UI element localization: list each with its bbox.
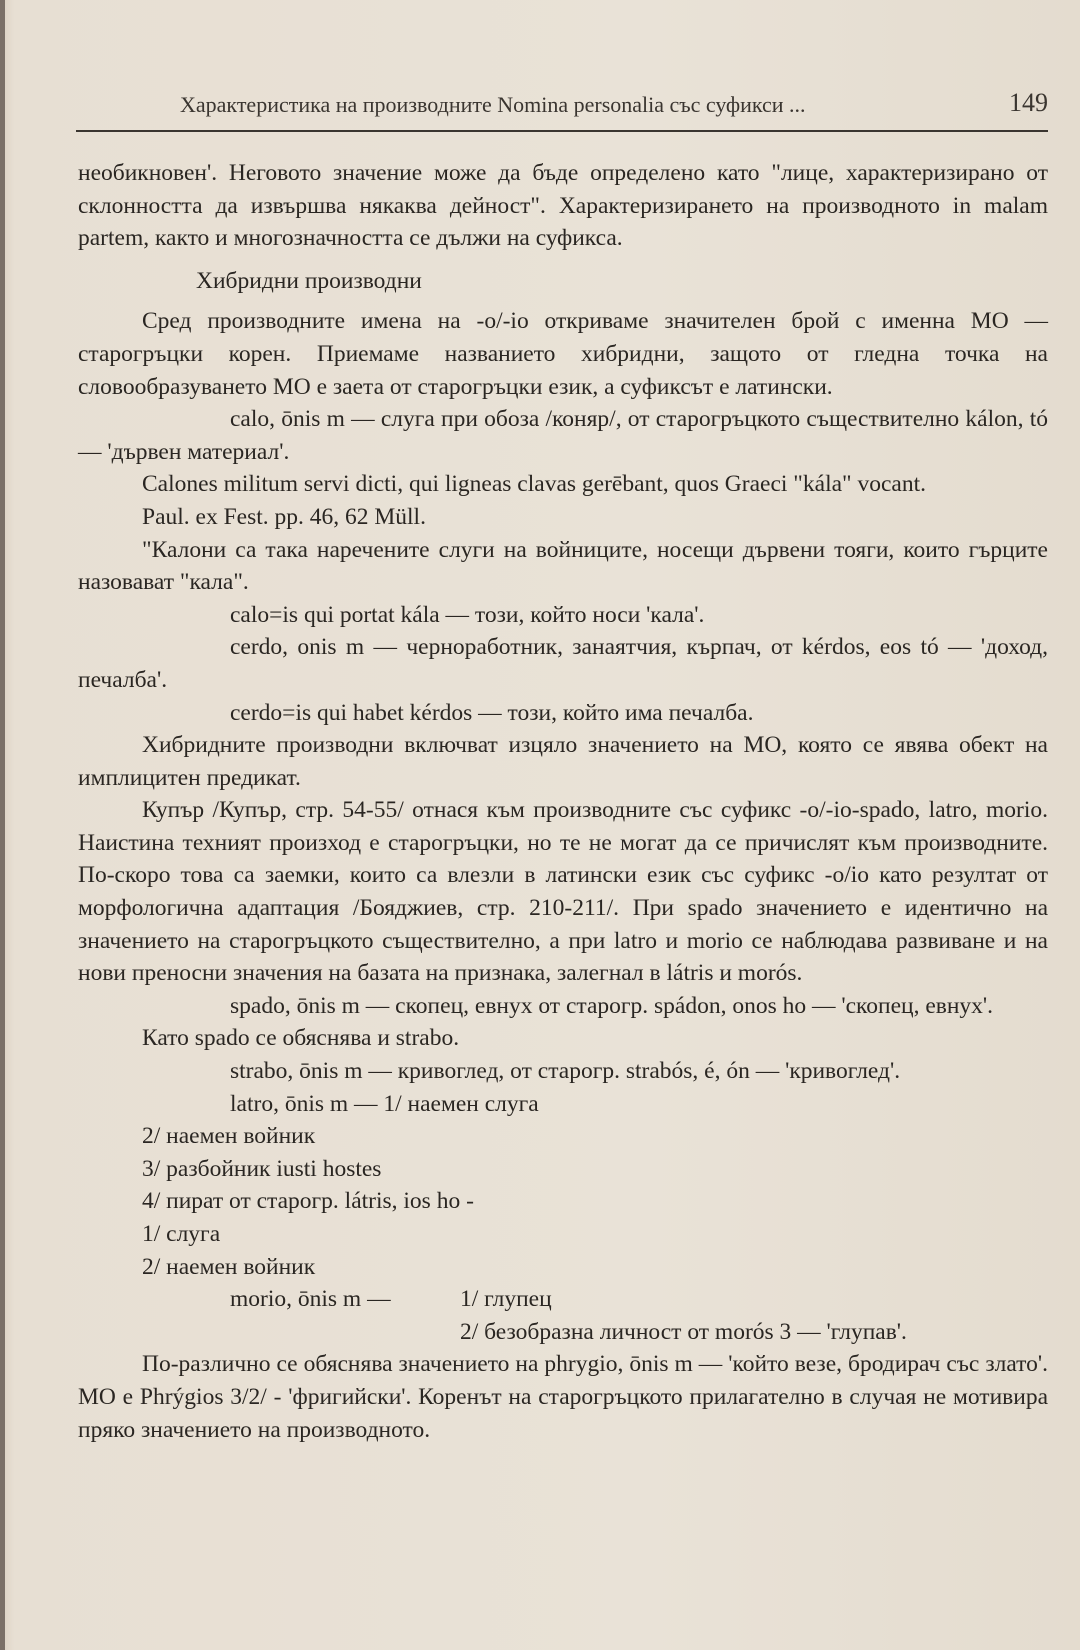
entry-spado: spado, ōnis m — скопец, евнух от старогр. spádon, onos ho — 'скопец, евнух'. (230, 992, 994, 1019)
latro-sense: 2/ наемен войник (142, 1123, 316, 1150)
quote-translation: "Калони са така наречените слуги на войниците, носещи дървени тояги, които гърците назовават "кала". (78, 536, 1048, 596)
book-spine-shadow (0, 0, 5, 1650)
page-number: 149 (1009, 88, 1048, 117)
quote-latin: Calones militum servi dicti, qui ligneas clavas gerēbant, quos Graeci "kála" vocant. (142, 471, 927, 498)
entry-morio (78, 1283, 1048, 1316)
paragraph-loanwords: Купър /Купър, стр. 54-55/ отнася към производните със суфикс -o/-io-spado, latro, morio. Наистина техният произход е старогръцки, но те не могат да се причислят към производните. По-скоро това са заемки, които са влезли в латински език със суфикс -o/io като резултат от морфологична адаптация /Бояджиев, стр. 210-211/. При spado значението е идентично на значението на старогръцкото съществително, а при latro и morio се наблюдава развиване и на нови преносни значения на базата на признака, залегнал в látris и morós. (78, 797, 1048, 987)
latro-sense: 3/ разбойник iusti hostes (142, 1155, 382, 1182)
entry-cerdo: cerdo, onis m — черноработник, занаятчия, кърпач, от kérdos, eos tó — 'доход, печалба'. (78, 634, 1048, 693)
header-rule (76, 130, 1048, 132)
latro-sense: 1/ слуга (142, 1221, 221, 1247)
latro-sense: 2/ наемен войник (142, 1253, 316, 1280)
paragraph-hybrid-intro: Сред производните имена на -o/-io откриваме значителен брой с именна МО — старогръцки корен. Приемаме названието хибридни, защото от гледна точка на словообразуването МО е заета от старогръцки език, а суфиксът е латински. (78, 308, 1048, 400)
entry-strabo: strabo, ōnis m — кривоглед, от старогр. strabós, é, ón — 'кривоглед'. (230, 1058, 901, 1085)
entry-latro: latro, ōnis m — 1/ наемен слуга (230, 1090, 539, 1117)
gloss-calo: calo=is qui portat kála — този, който носи 'кала'. (230, 601, 705, 628)
paragraph-hybrid-meaning: Хибридните производни включват изцяло значението на МО, която се явява обект на имплицитен предикат. (78, 732, 1048, 791)
paragraph-continued: необикновен'. Неговото значение може да бъде определено като "лице, характеризирано от склонността да извършва някаква дейност". Характеризирането на производното in malam partem, както и многозначността се дължи на суфикса. (78, 160, 1048, 252)
running-header-title: Характеристика на производните Nomina personalia със суфикси ... (180, 92, 806, 117)
section-heading: Хибридни производни (196, 267, 422, 294)
page-body (78, 157, 1048, 1446)
paragraph-phrygio: По-различно се обяснява значението на phrygio, ōnis m — 'който везе, бродирач със злато'. МО е Phrýgios 3/2/ - 'фригийски'. Коренът на старогръцкото прилагателно в случая не мотивира пряко значението на производното. (78, 1351, 1048, 1443)
gloss-cerdo: cerdo=is qui habet kérdos — този, който има печалба. (230, 699, 754, 726)
quote-source: Paul. ex Fest. pp. 46, 62 Müll. (142, 503, 426, 530)
latro-sense: 4/ пират от старогр. látris, ios ho - (142, 1188, 474, 1215)
morio-headword: morio, ōnis m — (230, 1286, 391, 1313)
strabo-intro: Като spado се обяснява и strabo. (142, 1025, 460, 1052)
entry-calo: calo, ōnis m — слуга при обоза /коняр/, от старогръцкото съществително kálon, tó — 'дървен материал'. (78, 406, 1048, 465)
morio-sense: 2/ безобразна личност от morós 3 — 'глупав'. (460, 1318, 907, 1345)
morio-sense: 1/ глупец (460, 1286, 552, 1313)
